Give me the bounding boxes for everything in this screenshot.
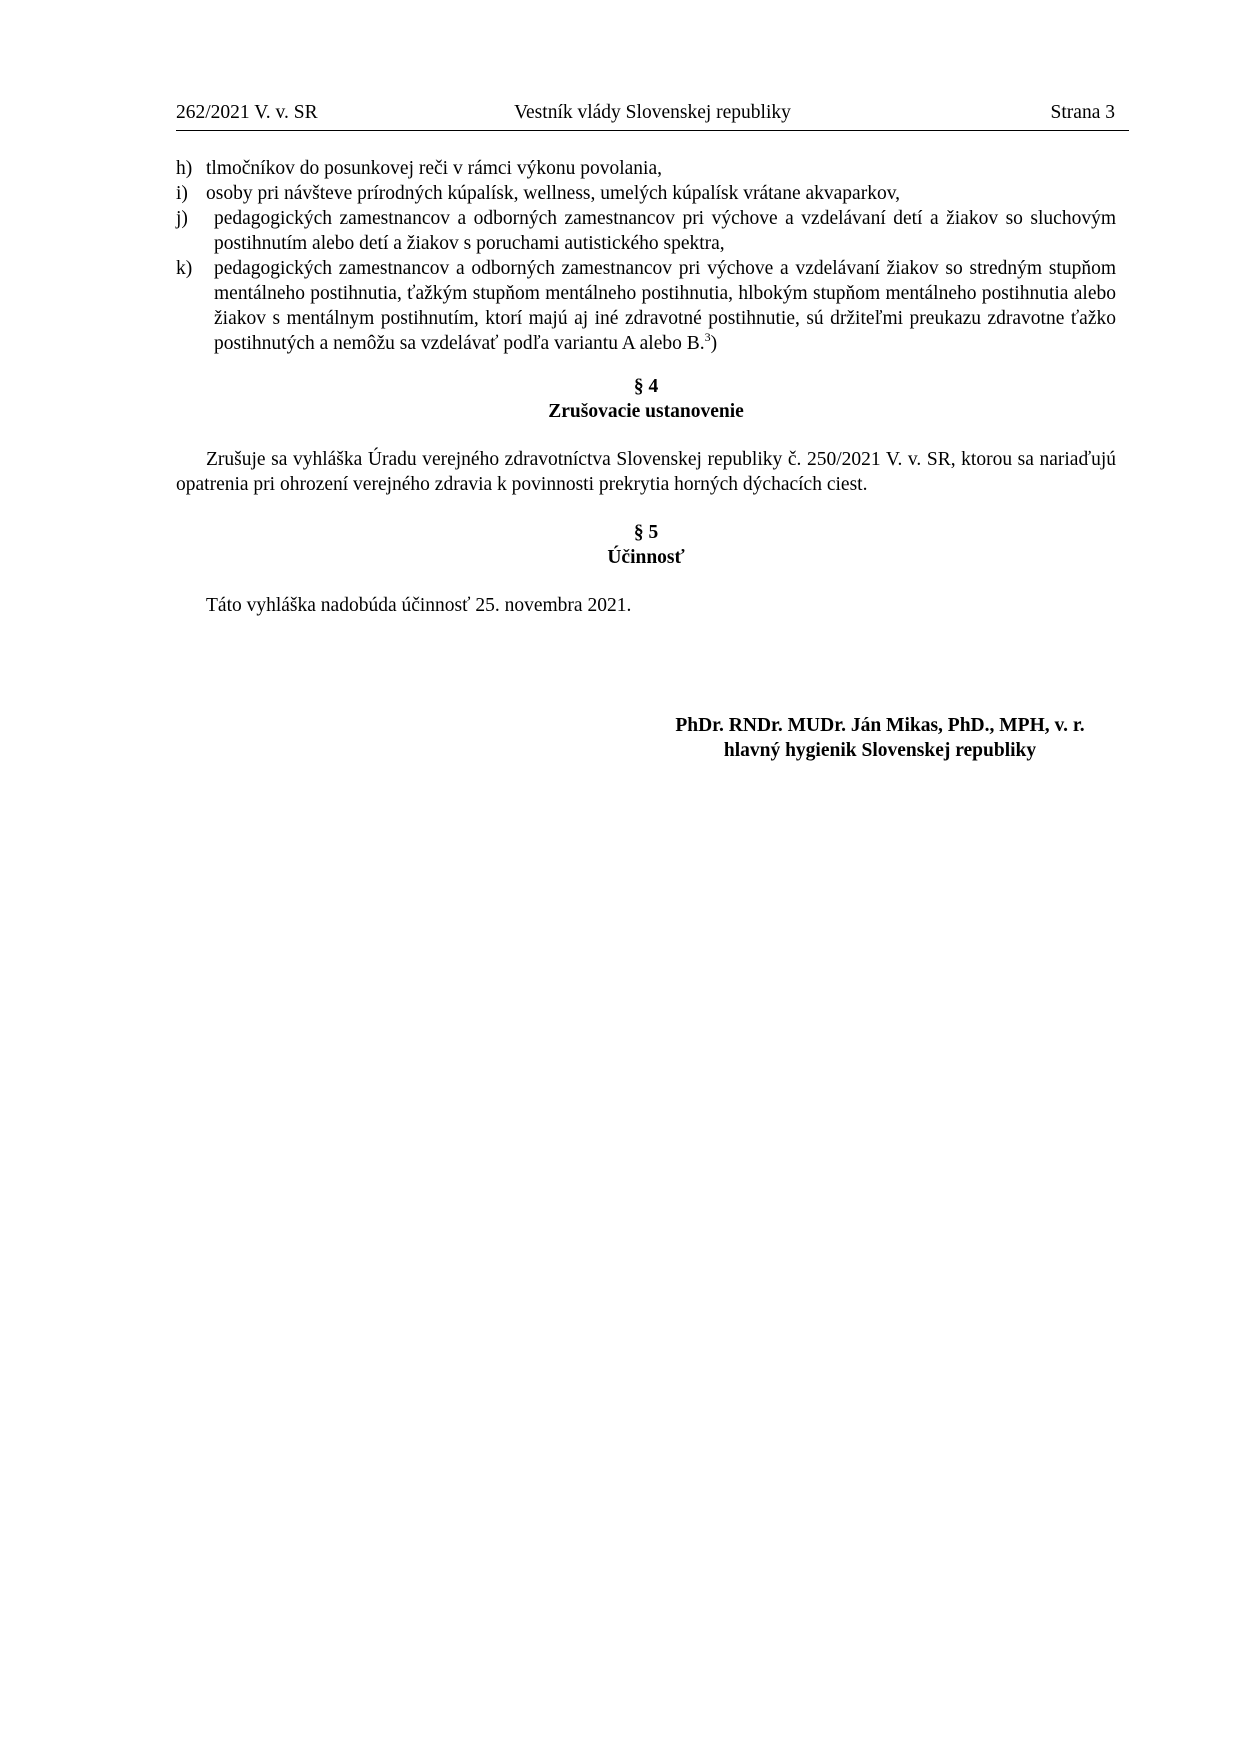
section-5-paragraph: Táto vyhláška nadobúda účinnosť 25. novembra 2021. <box>206 595 632 616</box>
header-issue-number: 262/2021 V. v. SR <box>176 102 318 123</box>
section-title: Účinnosť <box>607 547 685 568</box>
list-item-text: pedagogických zamestnancov a odborných zamestnancov pri výchove a vzdelávaní žiakov so stredným stupňom mentálneho postihnutia, ťažkým stupňom mentálneho postihnutia, hlbokým stupňom mentálneho postihnutia alebo žiakov s mentálnym postihnutím, ktorí majú aj iné zdravotné postihnutie, sú držiteľmi preukazu zdravotne ťažko postihnutých a nemôžu sa vzdelávať podľa variantu A alebo B. <box>214 258 1116 354</box>
list-marker: i) <box>176 183 188 204</box>
section-4-heading <box>176 374 1116 424</box>
signature-block <box>640 713 1120 763</box>
header-journal-title: Vestník vlády Slovenskej republiky <box>514 102 791 123</box>
list-item-i <box>176 181 1116 206</box>
footnote-bracket: ) <box>710 333 718 354</box>
enumerated-list <box>176 156 1116 356</box>
list-item-text: osoby pri návšteve prírodných kúpalísk, wellness, umelých kúpalísk vrátane akvaparkov, <box>206 183 901 204</box>
list-marker: h) <box>176 158 193 179</box>
list-item-h <box>176 156 1116 181</box>
section-number: § 4 <box>633 376 659 397</box>
section-5-heading <box>176 520 1116 570</box>
list-marker: j) <box>176 208 188 229</box>
section-4-paragraph: Zrušuje sa vyhláška Úradu verejného zdravotníctva Slovenskej republiky č. 250/2021 V. v. SR, ktorou sa nariaďujú opatrenia pri ohrození verejného zdravia k povinnosti prekrytia horných dýchacích ciest. <box>176 449 1116 495</box>
signatory-name: PhDr. RNDr. MUDr. Ján Mikas, PhD., MPH, v. r. <box>675 715 1085 736</box>
signatory-role: hlavný hygienik Slovenskej republiky <box>723 740 1037 761</box>
list-item-text: pedagogických zamestnancov a odborných zamestnancov pri výchove a vzdelávaní detí a žiakov so sluchovým postihnutím alebo detí a žiakov s poruchami autistického spektra, <box>214 208 1116 254</box>
list-item-text: tlmočníkov do posunkovej reči v rámci výkonu povolania, <box>206 158 662 179</box>
footnote-reference: 3 <box>704 330 711 344</box>
section-title: Zrušovacie ustanovenie <box>548 401 744 422</box>
page-header <box>176 100 1129 131</box>
list-item-k <box>176 256 1116 356</box>
section-number: § 5 <box>633 522 659 543</box>
list-item-j <box>176 206 1116 256</box>
header-page-number: Strana 3 <box>1050 102 1115 123</box>
list-marker: k) <box>176 258 193 279</box>
